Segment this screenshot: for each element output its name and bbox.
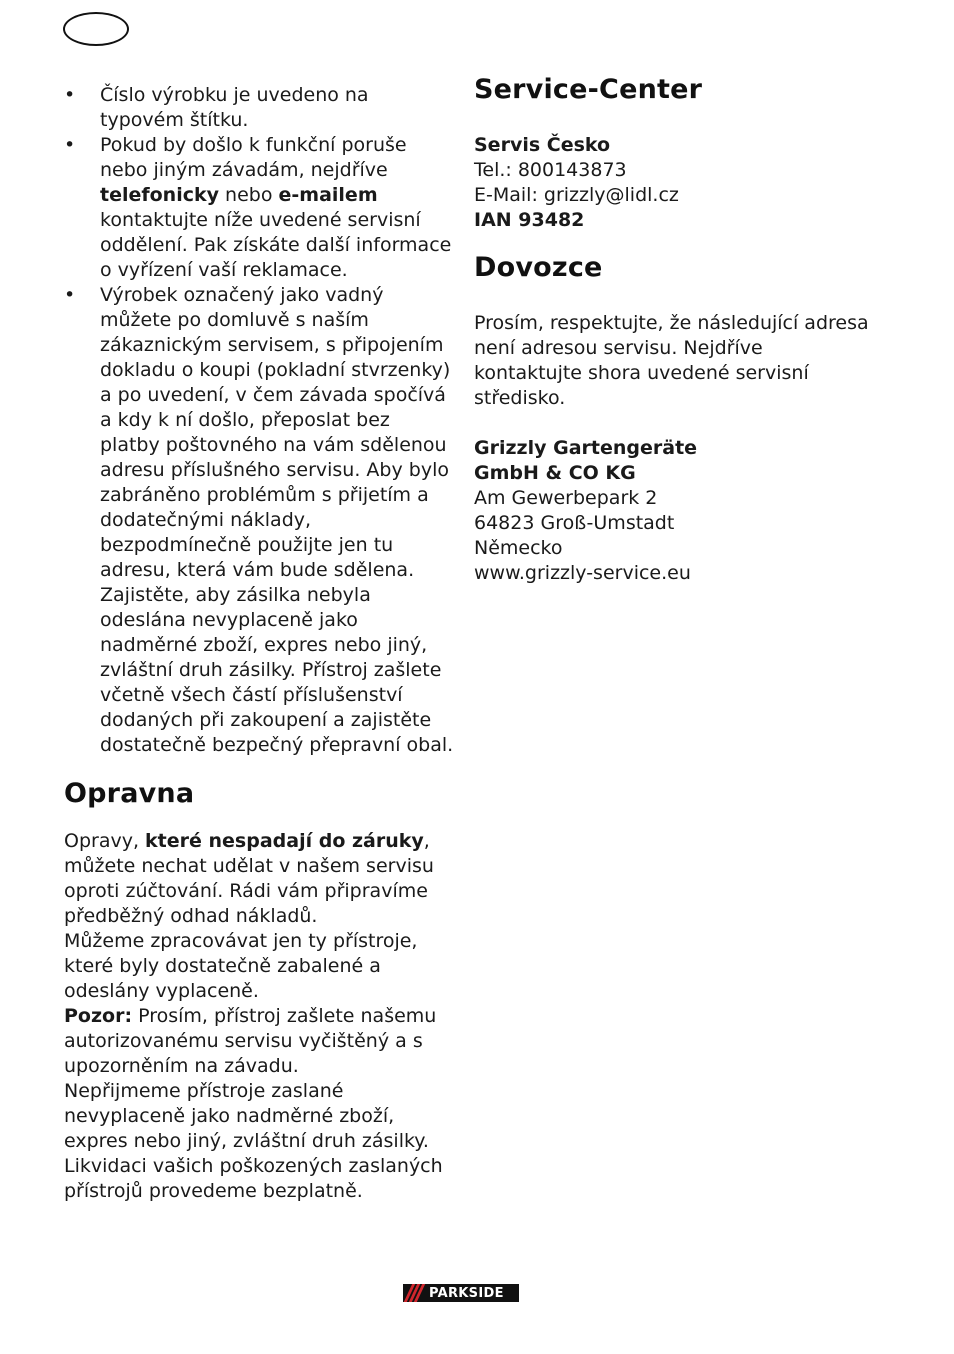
list-item: • Výrobek označený jako vadný můžete po domluvě s naším zákaznickým servisem, s připojením dokladu o koupi (pokladní stvrzenky) a po uvedení, v čem závada spočívá a kdy k ní došlo, přeposlat bez platby poštovného na vám sdělenou adresu příslušného servisu. Aby bylo zabráněno problémům s přijetím a dodatečnými náklady, bezpodmínečně použijte jen tu adresu, která vám bude sdělena. Zajistěte, aby zásilka nebyla odeslána nevyplaceně jako nadměrné zboží, expres nebo jiný, zvláštní druh zásilky. Přístroj zašlete včetně všech částí příslušenství dodaných při zakoupení a zajistěte dostatečně bezpečný přepravní obal. (64, 283, 454, 758)
company-name-line1: Grizzly Gartengeräte (474, 437, 698, 459)
service-email: E-Mail: grizzly@lidl.cz (474, 184, 679, 206)
company-city: 64823 Groß-Umstadt (474, 512, 675, 534)
service-phone: Tel.: 800143873 (474, 159, 627, 181)
section-title-opravna: Opravna (64, 778, 195, 809)
list-item: • Číslo výrobku je uvedeno na typovém štítku. (64, 83, 454, 133)
service-name: Servis Česko (474, 134, 611, 156)
list-item: • Pokud by došlo k funkční poruše nebo jiným závadám, nejdříve telefonicky nebo e-mailem kontaktujte níže uvedené servisní oddělení. Pak získáte další informace o vyřízení vaší reklamace. (64, 133, 454, 283)
paragraph: Nepřijmeme přístroje zaslané nevyplaceně jako nadměrné zboží, expres nebo jiný, zvláštní druh zásilky. (64, 1080, 429, 1152)
paragraph: Opravy, které nespadají do záruky, můžete nechat udělat v našem servisu oproti zúčtování. Rádi vám připravíme předběžný odhad nákladů. (64, 830, 434, 927)
service-ian: IAN 93482 (474, 209, 585, 231)
company-street: Am Gewerbepark 2 (474, 487, 658, 509)
left-column (64, 83, 454, 1204)
language-badge (63, 12, 129, 46)
bullet-list (64, 83, 454, 758)
spacer (474, 411, 874, 436)
company-website: www.grizzly-service.eu (474, 562, 691, 584)
logo-stripes-icon (403, 1284, 427, 1302)
section-title-service-center: Service-Center (474, 74, 703, 105)
section-title-dovozce: Dovozce (474, 252, 603, 283)
parkside-logo (403, 1284, 519, 1302)
paragraph: Můžeme zpracovávat jen ty přístroje, které byly dostatečně zabalené a odeslány vyplaceně. (64, 930, 418, 1002)
logo-text: PARKSIDE (429, 1285, 504, 1301)
company-country: Německo (474, 537, 563, 559)
importer-note: Prosím, respektujte, že následující adresa není adresou servisu. Nejdříve kontaktujte shora uvedené servisní středisko. (474, 312, 869, 409)
paragraph: Pozor: Prosím, přístroj zašlete našemu autorizovanému servisu vyčištěný a s upozorněním na závadu. (64, 1005, 437, 1077)
company-name-line2: GmbH & CO KG (474, 462, 636, 484)
right-column (474, 74, 874, 586)
paragraph: Likvidaci vašich poškozených zaslaných přístrojů provedeme bezplatně. (64, 1155, 443, 1202)
